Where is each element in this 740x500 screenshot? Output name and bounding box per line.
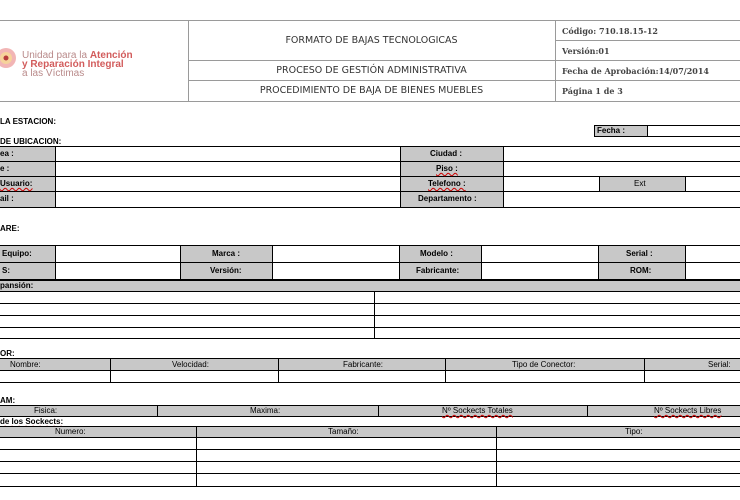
doc-code: Código: 710.18.15-12: [562, 26, 658, 36]
proc-col-serial: Serial:: [708, 360, 731, 369]
processor-values[interactable]: [0, 370, 740, 383]
location-values-left[interactable]: [55, 146, 401, 208]
socket-col-tamano: Tamaño:: [328, 427, 359, 436]
proc-col-velocidad: Velocidad:: [172, 360, 209, 369]
serial-label: Serial :: [626, 249, 653, 258]
station-title: LA ESTACION:: [0, 117, 56, 126]
process-name: PROCESO DE GESTIÓN ADMINISTRATIVA: [276, 65, 467, 76]
ram-title: AM:: [0, 396, 16, 405]
proc-col-nombre: Nombre:: [10, 360, 41, 369]
modelo-label: Modelo :: [420, 249, 453, 258]
equipo-label: Equipo:: [2, 249, 32, 258]
location-title: DE UBICACION:: [0, 137, 62, 146]
usuario-label: Usuario:: [0, 179, 33, 188]
version-label: Versión:: [210, 266, 242, 275]
telefono-label: Telefono :: [428, 179, 466, 188]
ram-col-maxima: Maxima:: [250, 406, 281, 415]
expansion-label: pansión:: [0, 281, 34, 290]
e-label: e :: [0, 164, 10, 173]
socket-col-numero: Numero:: [55, 427, 86, 436]
socket-col-tipo: Tipo:: [625, 427, 643, 436]
approval-date: Fecha de Aprobación:14/07/2014: [562, 66, 709, 76]
processor-title: OR:: [0, 349, 15, 358]
marca-label: Marca :: [212, 249, 241, 258]
ram-col-libres: Nº Sockects Libres: [654, 406, 722, 415]
logo-text-3: a las Víctimas: [22, 68, 85, 79]
proc-col-fabricante: Fabricante:: [343, 360, 384, 369]
hardware-title: ARE:: [0, 224, 20, 233]
sockets-title: de los Sockects:: [0, 417, 64, 426]
form-title: FORMATO DE BAJAS TECNOLOGICAS: [285, 35, 458, 46]
logo-emblem-icon: [0, 46, 18, 70]
ram-col-totales: Nº Sockects Totales: [442, 406, 513, 415]
logo-text-1b: Atención: [89, 50, 133, 61]
date-label: Fecha :: [597, 126, 626, 135]
fabricante-label: Fabricante:: [416, 266, 460, 275]
proc-col-conector: Tipo de Conector:: [512, 360, 576, 369]
sockets-table[interactable]: [0, 437, 740, 487]
ciudad-label: Ciudad :: [430, 149, 462, 158]
ram-col-fisica: Fisica:: [34, 406, 58, 415]
document-header: [0, 20, 740, 102]
doc-version: Versión:01: [562, 46, 610, 56]
piso-label: Piso :: [436, 164, 458, 173]
logo-text-1a: Unidad para la: [22, 50, 90, 61]
rom-label: ROM:: [630, 266, 652, 275]
logo-text-2: y Reparación Integral: [22, 59, 124, 70]
area-label: ea :: [0, 149, 14, 158]
ext-label: Ext: [634, 179, 646, 188]
date-field[interactable]: [647, 125, 740, 137]
departamento-label: Departamento :: [418, 194, 477, 203]
page-number: Página 1 de 3: [562, 86, 623, 96]
mail-label: ail :: [0, 194, 14, 203]
s-label: S:: [2, 266, 10, 275]
procedure-name: PROCEDIMIENTO DE BAJA DE BIENES MUEBLES: [259, 85, 484, 96]
